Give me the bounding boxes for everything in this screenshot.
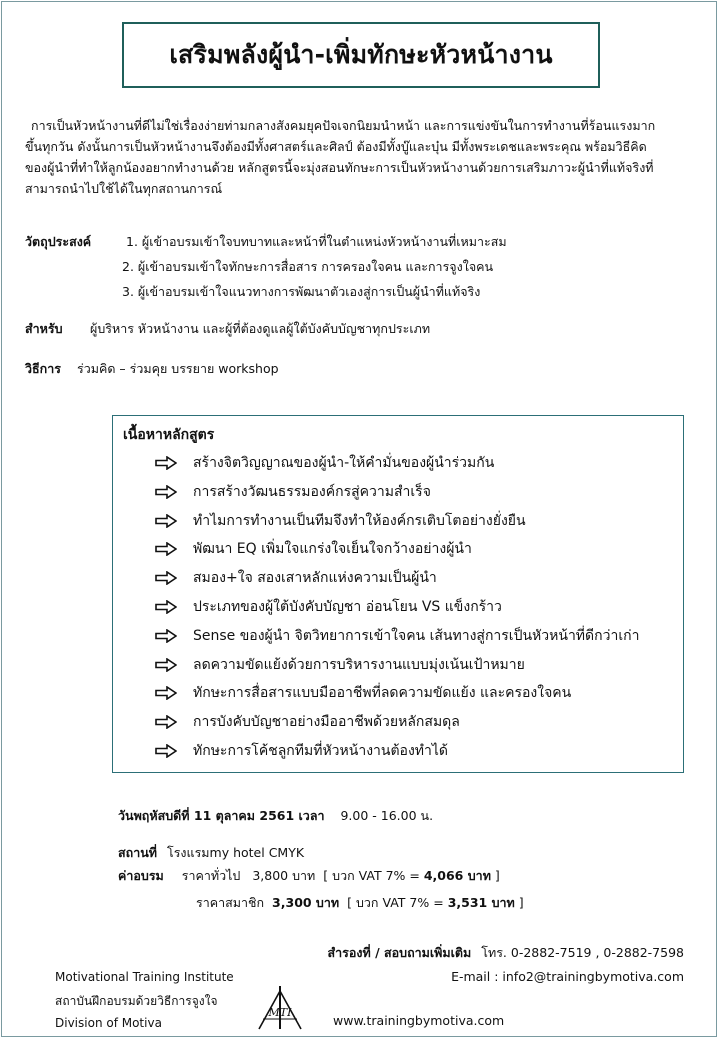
fee-general-vat-prefix: [ บวก VAT 7% =: [323, 868, 420, 883]
course-content-item: [155, 596, 502, 618]
course-content-item-label: Sense ของผู้นำ จิตวิทยาการเข้าใจคน เส้นทางสู่การเป็นหัวหน้าที่ดีกว่าเก่า: [193, 627, 640, 644]
course-content-box: [112, 415, 684, 773]
fee-label: ค่าอบรม: [118, 868, 164, 883]
fee-general-total: 4,066 บาท: [423, 868, 491, 883]
fee-member-total: 3,531 บาท: [447, 895, 515, 910]
method-text: ร่วมคิด – ร่วมคุย บรรยาย workshop: [77, 361, 279, 376]
contact-phone: โทร. 0-2882-7519 , 0-2882-7598: [481, 945, 684, 960]
course-content-item-label: ทักษะการโค้ชลูกทีมที่หัวหน้างานต้องทำได้: [193, 743, 449, 759]
right-arrow-icon: [155, 686, 177, 700]
course-content-item-label: ลดความขัดแย้งด้วยการบริหารงานแบบมุ่งเน้นเป้าหมาย: [193, 656, 525, 673]
course-content-item-label: ประเภทของผู้ใต้บังคับบัญชา อ่อนโยน VS แข็งกร้าว: [193, 599, 502, 615]
page-title: [122, 22, 600, 88]
course-content-item-label: การบังคับบัญชาอย่างมืออาชีพด้วยหลักสมดุล: [193, 714, 460, 731]
venue-label: สถานที่: [118, 845, 158, 860]
schedule-date: วันพฤหัสบดีที่ 11 ตุลาคม 2561 เวลา: [118, 808, 325, 823]
fee-member-prefix: ราคาสมาชิก: [196, 895, 265, 910]
right-arrow-icon: [155, 629, 177, 643]
course-content-item-label: การสร้างวัฒนธรรมองค์กรสู่ความสำเร็จ: [193, 483, 431, 500]
fee-vat-suffix: ]: [494, 868, 500, 883]
course-content-title: เนื้อหาหลักสูตร: [123, 427, 215, 443]
intro-paragraph: [25, 115, 695, 199]
course-content-item-label: ทักษะการสื่อสารแบบมืออาชีพที่ลดความขัดแย้ง และครองใจคน: [193, 685, 572, 702]
fee-member-price: 3,300 บาท: [272, 895, 340, 910]
audience-label: สำหรับ: [25, 321, 63, 336]
fee-member-vat-prefix: [ บวก VAT 7% =: [347, 895, 444, 910]
right-arrow-icon: [155, 600, 177, 614]
right-arrow-icon: [155, 571, 177, 585]
course-content-item: [155, 510, 526, 532]
contact-email[interactable]: E-mail : info2@trainingbymotiva.com: [451, 969, 684, 984]
venue-row: [118, 843, 304, 863]
right-arrow-icon: [155, 658, 177, 672]
svg-text:MTI: MTI: [268, 1006, 292, 1019]
contact-row: [328, 943, 684, 963]
right-arrow-icon: [155, 514, 177, 528]
schedule-row: [118, 806, 433, 826]
mti-logo-icon: [255, 985, 305, 1031]
objective-item: 1. ผู้เข้าอบรมเข้าใจบทบาทและหน้าที่ในตำแหน่งหัวหน้างานที่เหมาะสม: [126, 234, 507, 249]
fee-general-row: [118, 866, 500, 886]
right-arrow-icon: [155, 715, 177, 729]
contact-label: สำรองที่ / สอบถามเพิ่มเติม: [327, 945, 472, 960]
course-content-item: [155, 625, 639, 647]
course-content-item-label: พัฒนา EQ เพิ่มใจแกร่งใจเย็นใจกว้างอย่างผู้นำ: [193, 541, 472, 558]
page-title-text: เสริมพลังผู้นำ-เพิ่มทักษะหัวหน้างาน: [169, 40, 553, 69]
objectives-label: วัตถุประสงค์: [25, 234, 92, 249]
intro-line: ขึ้นทุกวัน ดังนั้นการเป็นหัวหน้างานจึงต้องมีทั้งศาสตร์และศิลป์ ต้องมีทั้งบู๊และบุ๋น มีทั้งพระเดชและพระคุณ พร้อมวิธีคิด: [25, 139, 647, 154]
audience-text: ผู้บริหาร หัวหน้างาน และผู้ที่ต้องดูแลผู้ใต้บังคับบัญชาทุกประเภท: [90, 321, 431, 336]
fee-general-price: 3,800 บาท: [252, 868, 316, 883]
intro-line: สามารถนำไปใช้ได้ในทุกสถานการณ์: [25, 181, 223, 196]
org-name-en: Motivational Training Institute: [55, 970, 234, 984]
course-content-item: [155, 538, 472, 560]
right-arrow-icon: [155, 485, 177, 499]
course-content-item: [155, 682, 571, 704]
schedule-time: 9.00 - 16.00 น.: [340, 808, 434, 823]
course-content-item-label: สร้างจิตวิญญาณของผู้นำ-ให้คำมั่นของผู้นำร่วมกัน: [193, 455, 495, 471]
intro-line: ของผู้นำที่ทำให้ลูกน้องอยากทำงานด้วย หลักสูตรนี้จะมุ่งสอนทักษะการเป็นหัวหน้างานด้วยการเสริมภาวะผู้นำที่แท้จริงที่: [25, 160, 654, 175]
course-content-item: [155, 481, 431, 503]
right-arrow-icon: [155, 542, 177, 556]
contact-website[interactable]: www.trainingbymotiva.com: [333, 1013, 505, 1028]
course-content-item: [155, 654, 525, 676]
mti-logo: [255, 985, 305, 1031]
right-arrow-icon: [155, 744, 177, 758]
org-division: Division of Motiva: [55, 1016, 162, 1030]
course-content-item-label: สมอง+ใจ สองเสาหลักแห่งความเป็นผู้นำ: [193, 570, 437, 587]
objective-item: 3. ผู้เข้าอบรมเข้าใจแนวทางการพัฒนาตัวเองสู่การเป็นผู้นำที่แท้จริง: [122, 284, 481, 299]
course-content-item: [155, 452, 494, 474]
course-content-item: [155, 740, 448, 762]
fee-general-prefix: ราคาทั่วไป: [181, 868, 241, 883]
course-content-item-label: ทำไมการทำงานเป็นทีมจึงทำให้องค์กรเติบโตอย่างยั่งยืน: [193, 512, 526, 529]
course-content-item: [155, 567, 437, 589]
org-name-th: สถาบันฝึกอบรมด้วยวิธีการจูงใจ: [55, 994, 218, 1008]
fee-member-row: [196, 893, 524, 913]
fee-vat-suffix: ]: [518, 895, 524, 910]
intro-line: การเป็นหัวหน้างานที่ดีไม่ใช่เรื่องง่ายท่ามกลางสังคมยุคปัจเจกนิยมนำหน้า และการแข่งขันในการทำงานที่ร้อนแรงมาก: [31, 118, 656, 133]
venue-text: โรงแรมmy hotel CMYK: [167, 845, 305, 860]
right-arrow-icon: [155, 456, 177, 470]
objective-item: 2. ผู้เข้าอบรมเข้าใจทักษะการสื่อสาร การครองใจคน และการจูงใจคน: [122, 259, 494, 274]
course-content-item: [155, 711, 460, 733]
method-label: วิธีการ: [25, 361, 61, 376]
